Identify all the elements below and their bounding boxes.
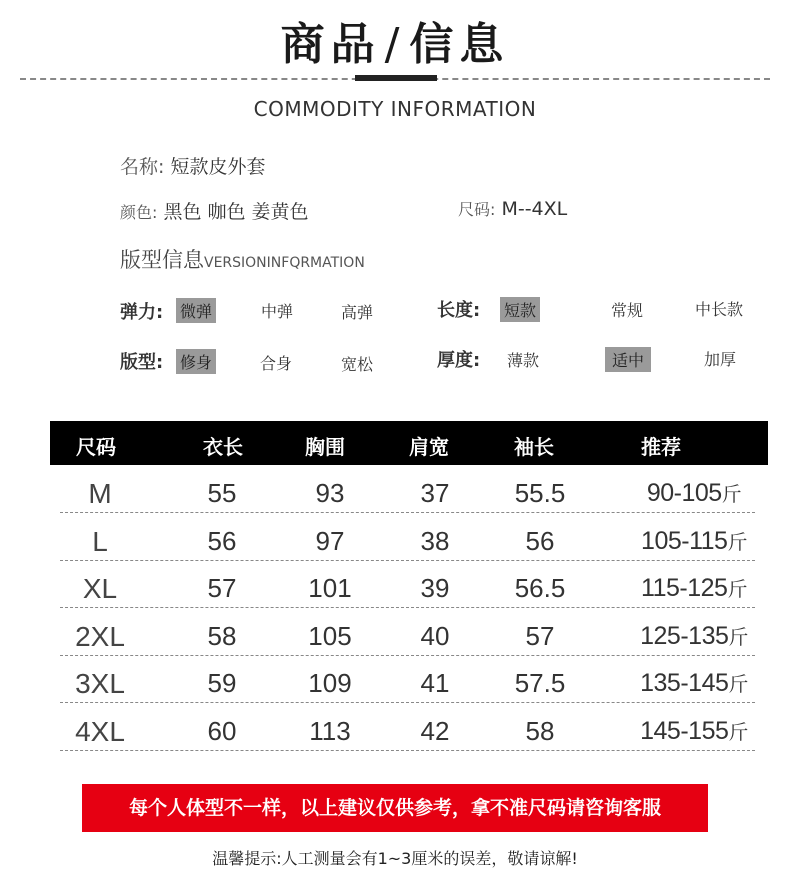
table-cell [624, 573, 764, 603]
color-value: 黑色 咖色 姜黄色 [163, 201, 309, 223]
title-left: 商品 [280, 19, 381, 70]
fit-label: 版型: [120, 352, 164, 373]
table-cell: L [92, 525, 108, 557]
table-cell [624, 716, 764, 746]
table-cell [624, 668, 764, 698]
table-cell: 41 [420, 668, 450, 698]
elasticity-option: 高弹 [341, 303, 374, 322]
table-cell: 40 [420, 620, 450, 651]
table-cell: 57 [525, 620, 555, 651]
length-label: 长度: [437, 300, 481, 321]
header-size: 尺码 [76, 435, 116, 459]
title-slash: / [384, 19, 406, 70]
version-heading [120, 244, 365, 274]
row-divider [60, 702, 755, 703]
name-label: 名称: [120, 156, 165, 178]
size-label: 尺码: [458, 200, 496, 219]
table-cell: 2XL [75, 620, 125, 652]
length-option-selected: 短款 [500, 297, 540, 322]
table-cell [624, 621, 764, 651]
row-divider [60, 750, 755, 751]
table-cell: 97 [315, 525, 345, 556]
fit-option: 宽松 [341, 355, 374, 374]
table-cell: 57 [207, 573, 237, 603]
table-cell: 105 [308, 620, 352, 651]
thickness-option: 加厚 [704, 350, 737, 369]
size-value: M--4XL [501, 198, 568, 220]
recommend-value: 125-135 [640, 621, 729, 650]
table-cell: 39 [420, 573, 450, 603]
unit-label: 斤 [727, 579, 747, 601]
table-cell: 56 [207, 525, 237, 556]
length-option: 常规 [611, 301, 644, 320]
table-cell [624, 526, 764, 556]
unit-label: 斤 [728, 674, 748, 696]
header-shoulder: 肩宽 [409, 435, 449, 459]
table-cell: 58 [207, 620, 237, 651]
info-name [120, 152, 265, 179]
row-divider [60, 607, 755, 608]
table-cell: 55.5 [514, 478, 566, 508]
unit-label: 斤 [728, 626, 748, 649]
header-divider-accent [355, 75, 437, 81]
recommend-value: 90-105 [646, 479, 722, 507]
table-cell: 59 [207, 668, 237, 698]
measurement-tip: 温馨提示:人工测量会有1~3厘米的误差，敬请谅解! [212, 849, 578, 868]
info-color [120, 197, 309, 224]
table-cell: 56 [525, 525, 555, 556]
row-divider [60, 512, 755, 513]
page-subtitle: COMMODITY INFORMATION [253, 97, 537, 121]
recommend-value: 105-115 [641, 526, 728, 555]
table-cell: 56.5 [514, 573, 566, 603]
header-recommend: 推荐 [641, 435, 681, 459]
elasticity-option-selected: 微弹 [176, 298, 216, 323]
table-cell: 58 [525, 715, 555, 746]
recommend-value: 135-145 [640, 669, 729, 697]
row-divider [60, 655, 755, 656]
elasticity-option: 中弹 [261, 302, 294, 321]
version-title: 版型信息 [120, 248, 204, 272]
table-cell: 101 [308, 573, 352, 603]
thickness-option-selected: 适中 [605, 347, 651, 372]
info-size [458, 197, 567, 220]
unit-label: 斤 [727, 531, 747, 554]
version-subtitle: VERSIONINFQRMATION [204, 255, 365, 271]
table-cell: 109 [308, 668, 352, 698]
fit-option: 合身 [260, 354, 293, 373]
header-chest: 胸围 [305, 435, 345, 459]
fit-option-selected: 修身 [176, 349, 216, 374]
table-cell: 42 [420, 715, 450, 746]
notice-banner: 每个人体型不一样，以上建议仅供参考，拿不准尺码请咨询客服 [82, 784, 708, 832]
table-cell: 93 [315, 478, 345, 508]
table-cell: XL [82, 573, 118, 604]
header-sleeve: 袖长 [514, 435, 554, 459]
page-title [0, 8, 790, 72]
unit-label: 斤 [728, 721, 748, 744]
table-cell: 55 [207, 478, 237, 508]
table-cell: 60 [207, 715, 237, 746]
color-label: 颜色: [120, 203, 158, 222]
thickness-option: 薄款 [507, 351, 540, 370]
header-length: 衣长 [203, 435, 243, 459]
recommend-value: 115-125 [641, 574, 728, 602]
title-right: 信息 [409, 19, 510, 70]
table-cell: M [88, 478, 112, 509]
table-cell: 38 [420, 525, 450, 556]
table-cell: 3XL [75, 668, 125, 699]
table-cell: 4XL [75, 715, 125, 747]
table-cell: 113 [309, 715, 351, 746]
table-cell: 37 [420, 478, 450, 508]
table-cell: 57.5 [514, 668, 566, 698]
length-option: 中长款 [695, 300, 744, 319]
unit-label: 斤 [721, 484, 742, 506]
table-cell [624, 478, 764, 508]
recommend-value: 145-155 [640, 716, 729, 745]
name-value: 短款皮外套 [170, 156, 266, 178]
thickness-label: 厚度: [437, 350, 481, 371]
row-divider [60, 560, 755, 561]
elasticity-label: 弹力: [120, 302, 164, 323]
